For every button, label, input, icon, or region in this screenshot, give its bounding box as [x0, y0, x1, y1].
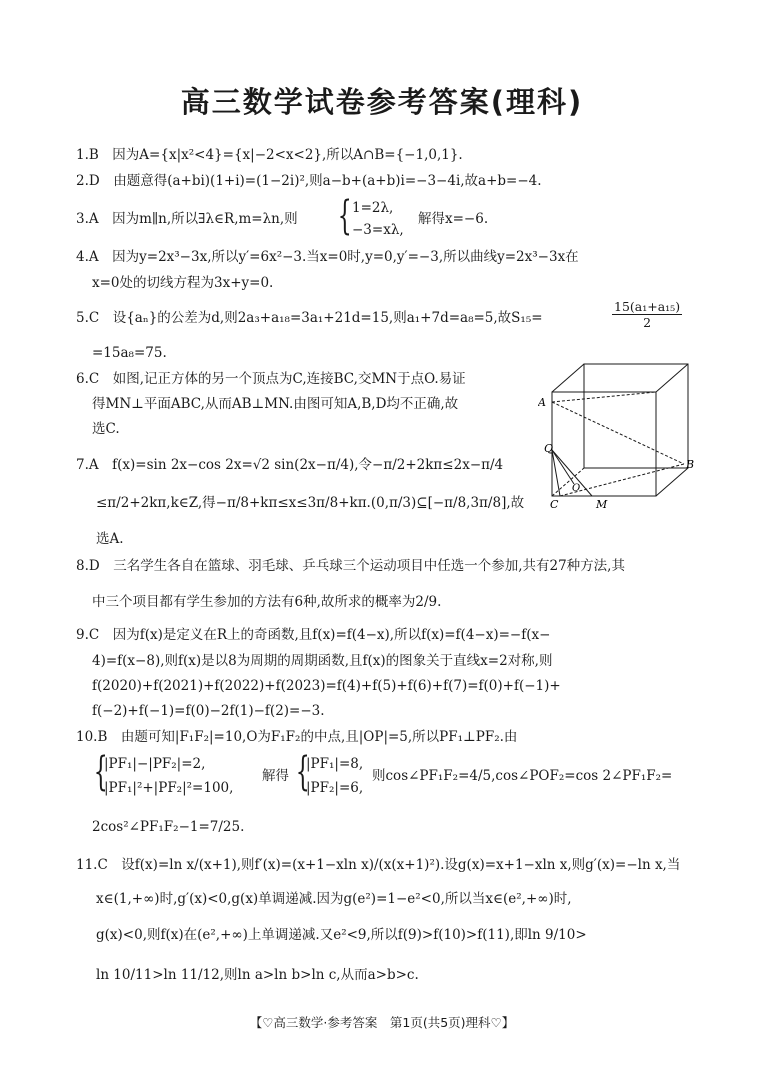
answer-11-line1: 11.C 设f(x)=ln x/(x+1),则f′(x)=(x+1−xln x)/(x(x+1)²).设g(x)=x+1−xln x,则g′(x)=−ln x,当: [76, 857, 681, 873]
answer-8-line1: 8.D 三名学生各自在篮球、羽毛球、乒乓球三个运动项目中任选一个参加,共有27种方法,其: [76, 558, 625, 574]
answer-10-res1: |PF₁|=8,: [306, 756, 364, 772]
answer-3-tail: 解得x=−6.: [418, 211, 489, 227]
answer-10-tail: 则cos∠PF₁F₂=4/5,cos∠POF₂=cos 2∠PF₁F₂=: [372, 768, 673, 784]
label-m: M: [596, 498, 608, 510]
answer-1: 1.B 因为A={x|x²<4}={x|−2<x<2},所以A∩B={−1,0,1}.: [76, 147, 463, 163]
label-c: C: [550, 498, 559, 510]
answer-6-line3: 选C.: [92, 421, 120, 437]
answer-2: 2.D 由题意得(a+bi)(1+i)=(1−2i)²,则a−b+(a+b)i=−3−4i,故a+b=−4.: [76, 173, 542, 189]
label-o: O: [572, 483, 581, 494]
fraction-denominator: 2: [643, 315, 652, 330]
diagonal-ab: [552, 402, 684, 464]
answer-6-line2: 得MN⊥平面ABC,从而AB⊥MN.由图可知A,B,D均不正确,故: [92, 396, 459, 412]
answer-7-line2: ≤π/2+2kπ,k∈Z,得−π/8+kπ≤x≤3π/8+kπ.(0,π/3)⊆[−π/8,3π/8],故: [96, 495, 525, 511]
answer-9-line4: f(−2)+f(−1)=f(0)−2f(1)−f(2)=−3.: [92, 703, 325, 719]
answer-10-res2: |PF₂|=6,: [306, 780, 364, 796]
answer-10-sys2: |PF₁|²+|PF₂|²=100,: [104, 780, 234, 796]
answer-5-line2: =15a₈=75.: [92, 345, 167, 361]
answer-11-line3: g(x)<0,则f(x)在(e²,+∞)上单调递减.又e²<9,所以f(9)>f(10)>f(11),即ln 9/10>: [96, 927, 587, 943]
label-b: B: [686, 458, 695, 471]
answer-7-line3: 选A.: [96, 531, 124, 547]
answer-10-line3: 2cos²∠PF₁F₂−1=7/25.: [92, 819, 245, 835]
label-q: Q: [544, 442, 554, 455]
answer-10-mid: 解得: [262, 768, 289, 784]
answer-8-line2: 中三个项目都有学生参加的方法有6种,故所求的概率为2/9.: [92, 594, 442, 610]
page-footer: 【♡高三数学·参考答案 第1页(共5页)理科♡】: [249, 1015, 515, 1030]
answer-5-line1: 5.C 设{aₙ}的公差为d,则2a₃+a₁₈=3a₁+21d=15,则a₁+7d=a₈=5,故S₁₅=: [76, 310, 543, 326]
answer-11-line4: ln 10/11>ln 11/12,则ln a>ln b>ln c,从而a>b>c.: [96, 967, 419, 983]
cube-figure: [538, 358, 698, 510]
answer-4-line1: 4.A 因为y=2x³−3x,所以y′=6x²−3.当x=0时,y=0,y′=−3,所以曲线y=2x³−3x在: [76, 249, 579, 265]
answer-6-line1: 6.C 如图,记正方体的另一个顶点为C,连接BC,交MN于点O.易证: [76, 371, 466, 387]
answer-3-eq2: −3=xλ,: [352, 222, 404, 238]
label-a: A: [538, 396, 546, 409]
answer-9-line3: f(2020)+f(2021)+f(2022)+f(2023)=f(4)+f(5)+f(6)+f(7)=f(0)+f(−1)+: [92, 678, 561, 694]
answer-5-fraction: [612, 299, 682, 330]
page-title: 高三数学试卷参考答案(理科): [180, 85, 584, 119]
answer-3-eq1: 1=2λ,: [352, 200, 394, 216]
system-brace: {: [337, 193, 352, 239]
answer-4-line2: x=0处的切线方程为3x+y=0.: [92, 275, 274, 291]
answer-10-line1: 10.B 由题可知|F₁F₂|=10,O为F₁F₂的中点,且|OP|=5,所以PF₁⊥PF₂.由: [76, 729, 518, 745]
fraction-numerator: 15(a₁+a₁₅): [614, 299, 681, 314]
answer-7-line1: 7.A f(x)=sin 2x−cos 2x=√2 sin(2x−π/4),令−π/2+2kπ≤2x−π/4: [76, 457, 504, 473]
answer-10-sys1: |PF₁|−|PF₂|=2,: [104, 756, 206, 772]
system-brace: {: [93, 749, 108, 795]
answer-9-line1: 9.C 因为f(x)是定义在R上的奇函数,且f(x)=f(4−x),所以f(x)=f(4−x)=−f(x−: [76, 627, 551, 643]
cube-back-face: [584, 364, 688, 468]
answer-11-line2: x∈(1,+∞)时,g′(x)<0,g(x)单调递减.因为g(e²)=1−e²<0,所以当x∈(e²,+∞)时,: [96, 891, 572, 907]
answer-9-line2: 4)=f(x−8),则f(x)是以8为周期的周期函数,且f(x)的图象关于直线x=2对称,则: [92, 653, 553, 669]
system-brace: {: [295, 749, 310, 795]
answer-3-head: 3.A 因为m∥n,所以∃λ∈R,m=λn,则: [76, 211, 298, 227]
